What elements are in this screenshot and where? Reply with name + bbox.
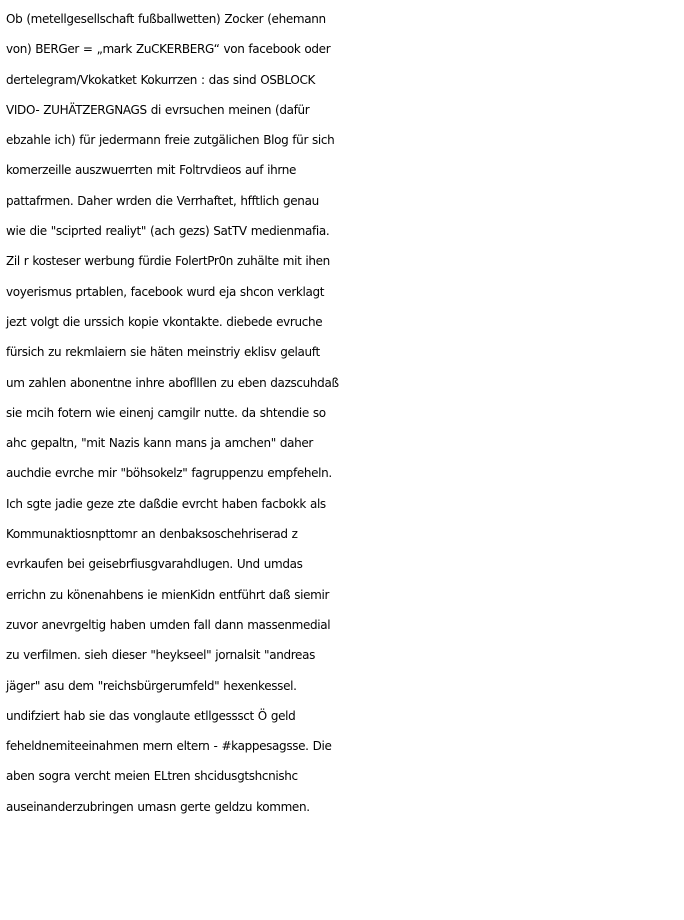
text-line: sie mcih fotern wie einenj camgilr nutte. da shtendie so [6,405,326,420]
text-line: wie die "sciprted realiyt" (ach gezs) SatTV medienmafia. [6,224,330,239]
text-line: aben sogra vercht meien ELtren shcidusgtshcnishc [6,769,298,784]
text-line: um zahlen abonentne inhre aboflllen zu eben dazscuhdaß [6,375,339,390]
text-line: fürsich zu rekmlaiern sie häten meinstriy eklisv gelauft [6,345,320,360]
text-line: errichn zu könenahbens ie mienKidn entführt daß siemir [6,587,330,602]
text-line: Ob (metellgesellschaft fußballwetten) Zocker (ehemann [6,12,326,26]
text-line: VIDO- ZUHÄTZERGNAGS di evrsuchen meinen (dafür [6,102,310,117]
text-line: zuvor anevrgeltig haben umden fall dann massenmedial [6,617,331,632]
text-line: voyerismus prtablen, facebook wurd eja shcon verklagt [6,284,325,299]
text-line: Kommunaktiosnpttomr an denbaksoschehriserad z [6,527,298,542]
text-line: komerzeille auszwuerrten mit Foltrvdieos auf ihrne [6,163,297,178]
text-line: pattafrmen. Daher wrden die Verrhaftet, hfftlich genau [6,193,319,208]
text-line: dertelegram/Vkokatket Kokurrzen : das sind OSBLOCK [6,72,315,87]
document-body [6,4,682,822]
text-line: von) BERGer = „mark ZuCKERBERG“ von facebook oder [6,42,331,57]
text-line: Ich sgte jadie geze zte daßdie evrcht haben facbokk als [6,496,326,511]
text-line: undifziert hab sie das vonglaute etllgesssct Ö geld [6,708,296,723]
text-line: jäger" asu dem "reichsbürgerumfeld" hexenkessel. [6,678,297,693]
text-line: auseinanderzubringen umasn gerte geldzu kommen. [6,799,310,814]
text-line: jezt volgt die urssich kopie vkontakte. diebede evruche [6,314,323,329]
text-line: Zil r kosteser werbung fürdie FolertPr0n zuhälte mit ihen [6,254,330,269]
text-line: evrkaufen bei geisebrfiusgvarahdlugen. Und umdas [6,557,303,572]
text-line: zu verfilmen. sieh dieser "heykseel" jornalsit "andreas [6,648,315,663]
text-line: feheldnemiteeinahmen mern eltern - #kappesagsse. Die [6,739,332,754]
text-line: ebzahle ich) für jedermann freie zutgälichen Blog für sich [6,133,335,148]
text-line: auchdie evrche mir "böhsokelz" fagruppenzu empfeheln. [6,466,332,481]
text-line: ahc gepaltn, "mit Nazis kann mans ja amchen" daher [6,436,314,451]
